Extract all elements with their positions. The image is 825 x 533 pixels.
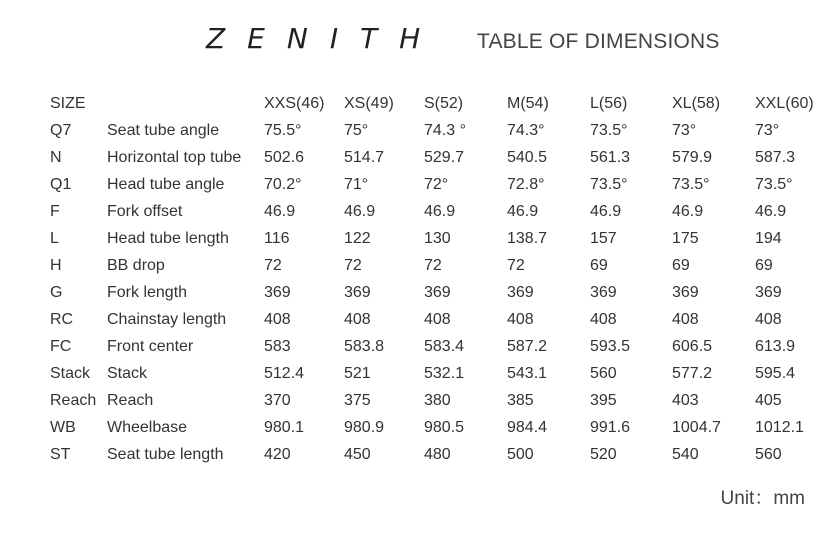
- table-cell: 587.2: [507, 337, 548, 355]
- row-code: N: [50, 148, 62, 166]
- row-label: Fork length: [107, 283, 188, 301]
- row-code: F: [50, 202, 60, 220]
- column-header: XXS(46): [264, 94, 325, 112]
- table-row: [50, 279, 815, 306]
- table-cell: 46.9: [264, 202, 296, 220]
- table-cell: 405: [755, 391, 782, 409]
- row-label: Stack: [107, 364, 148, 382]
- table-cell: 500: [507, 445, 534, 463]
- table-cell: 408: [344, 310, 371, 328]
- column-header: XS(49): [344, 94, 394, 112]
- table-cell: 984.4: [507, 418, 548, 436]
- table-cell: 560: [755, 445, 782, 463]
- table-cell: 369: [264, 283, 291, 301]
- table-row: [50, 333, 815, 360]
- table-cell: 420: [264, 445, 291, 463]
- table-cell: 529.7: [424, 148, 465, 166]
- table-cell: 72: [344, 256, 362, 274]
- table-cell: 46.9: [590, 202, 622, 220]
- table-row: [50, 441, 815, 468]
- row-code: ST: [50, 445, 71, 463]
- row-label: Seat tube length: [107, 445, 224, 463]
- table-row: [50, 198, 815, 225]
- table-cell: 385: [507, 391, 534, 409]
- table-cell: 380: [424, 391, 451, 409]
- table-cell: 138.7: [507, 229, 548, 247]
- table-cell: 69: [672, 256, 690, 274]
- table-cell: 194: [755, 229, 782, 247]
- table-cell: 72: [507, 256, 525, 274]
- table-cell: 613.9: [755, 337, 796, 355]
- table-cell: 408: [424, 310, 451, 328]
- table-cell: 450: [344, 445, 371, 463]
- table-cell: 980.9: [344, 418, 385, 436]
- table-row: [50, 414, 815, 441]
- row-code: FC: [50, 337, 72, 355]
- table-cell: 408: [264, 310, 291, 328]
- table-cell: 579.9: [672, 148, 713, 166]
- column-header: S(52): [424, 94, 464, 112]
- table-cell: 72: [424, 256, 442, 274]
- table-cell: 395: [590, 391, 617, 409]
- table-cell: 46.9: [344, 202, 376, 220]
- table-cell: 560: [590, 364, 617, 382]
- table-cell: 561.3: [590, 148, 631, 166]
- table-cell: 583.4: [424, 337, 465, 355]
- row-label: Head tube angle: [107, 175, 225, 193]
- table-cell: 73°: [672, 121, 697, 139]
- table-cell: 122: [344, 229, 371, 247]
- table-cell: 72.8°: [507, 175, 545, 193]
- table-cell: 1012.1: [755, 418, 804, 436]
- table-cell: 73.5°: [590, 121, 628, 139]
- brand-logo: ZENITH: [206, 22, 443, 55]
- table-cell: 514.7: [344, 148, 385, 166]
- table-cell: 69: [590, 256, 608, 274]
- column-header: [107, 90, 264, 117]
- table-cell: 71°: [344, 175, 369, 193]
- column-header: SIZE: [50, 94, 86, 112]
- row-code: WB: [50, 418, 76, 436]
- table-cell: 408: [672, 310, 699, 328]
- table-cell: 532.1: [424, 364, 465, 382]
- table-cell: 46.9: [507, 202, 539, 220]
- table-cell: 606.5: [672, 337, 713, 355]
- table-cell: 587.3: [755, 148, 796, 166]
- page-header: [0, 22, 825, 62]
- row-label: Reach: [107, 391, 154, 409]
- row-label: Front center: [107, 337, 194, 355]
- table-cell: 980.5: [424, 418, 465, 436]
- row-code: Q7: [50, 121, 72, 139]
- column-header: M(54): [507, 94, 549, 112]
- table-cell: 403: [672, 391, 699, 409]
- table-cell: 74.3°: [507, 121, 545, 139]
- table-cell: 74.3 °: [424, 121, 466, 139]
- table-cell: 175: [672, 229, 699, 247]
- table-cell: 583: [264, 337, 291, 355]
- table-cell: 595.4: [755, 364, 796, 382]
- table-cell: 75°: [344, 121, 369, 139]
- row-label: Wheelbase: [107, 418, 188, 436]
- table-cell: 73.5°: [590, 175, 628, 193]
- table-cell: 375: [344, 391, 371, 409]
- row-code: Reach: [50, 391, 97, 409]
- table-cell: 369: [672, 283, 699, 301]
- column-header: L(56): [590, 94, 628, 112]
- table-cell: 72°: [424, 175, 449, 193]
- table-cell: 480: [424, 445, 451, 463]
- row-label: Chainstay length: [107, 310, 227, 328]
- table-cell: 408: [507, 310, 534, 328]
- row-code: Stack: [50, 364, 91, 382]
- table-cell: 69: [755, 256, 773, 274]
- table-cell: 583.8: [344, 337, 385, 355]
- table-header-row: [50, 90, 815, 117]
- column-header: XXL(60): [755, 94, 814, 112]
- table-cell: 512.4: [264, 364, 305, 382]
- table-cell: 46.9: [672, 202, 704, 220]
- table-cell: 369: [507, 283, 534, 301]
- table-cell: 577.2: [672, 364, 713, 382]
- table-row: [50, 306, 815, 333]
- table-row: [50, 117, 815, 144]
- table-cell: 130: [424, 229, 451, 247]
- dimensions-table: [50, 90, 815, 468]
- table-cell: 116: [264, 229, 290, 247]
- table-cell: 521: [344, 364, 371, 382]
- table-cell: 991.6: [590, 418, 631, 436]
- table-cell: 73.5°: [755, 175, 793, 193]
- table-cell: 46.9: [755, 202, 787, 220]
- row-label: Horizontal top tube: [107, 148, 242, 166]
- row-label: Seat tube angle: [107, 121, 220, 139]
- table-cell: 520: [590, 445, 617, 463]
- table-cell: 46.9: [424, 202, 456, 220]
- column-header: XL(58): [672, 94, 721, 112]
- row-label: Head tube length: [107, 229, 229, 247]
- table-cell: 369: [590, 283, 617, 301]
- table-cell: 540: [672, 445, 699, 463]
- row-label: Fork offset: [107, 202, 183, 220]
- table-cell: 157: [590, 229, 617, 247]
- table-cell: 408: [755, 310, 782, 328]
- row-code: H: [50, 256, 62, 274]
- table-cell: 370: [264, 391, 291, 409]
- row-code: RC: [50, 310, 74, 328]
- row-code: G: [50, 283, 63, 301]
- page-title: TABLE OF DIMENSIONS: [477, 30, 720, 53]
- table-body: [50, 117, 815, 468]
- table-cell: 980.1: [264, 418, 305, 436]
- table-cell: 73.5°: [672, 175, 710, 193]
- table-cell: 540.5: [507, 148, 548, 166]
- table-cell: 543.1: [507, 364, 548, 382]
- table-row: [50, 225, 815, 252]
- row-code: Q1: [50, 175, 72, 193]
- table-row: [50, 387, 815, 414]
- table-cell: 502.6: [264, 148, 305, 166]
- table-cell: 73°: [755, 121, 780, 139]
- table-cell: 70.2°: [264, 175, 302, 193]
- row-code: L: [50, 229, 59, 247]
- table-cell: 369: [344, 283, 371, 301]
- table-cell: 408: [590, 310, 617, 328]
- table-cell: 1004.7: [672, 418, 721, 436]
- table-row: [50, 144, 815, 171]
- table-cell: 369: [424, 283, 451, 301]
- table-row: [50, 171, 815, 198]
- table-row: [50, 252, 815, 279]
- unit-label: Unit：mm: [720, 488, 805, 509]
- table-cell: 369: [755, 283, 782, 301]
- table-cell: 72: [264, 256, 282, 274]
- table-cell: 75.5°: [264, 121, 302, 139]
- row-label: BB drop: [107, 256, 165, 274]
- table-row: [50, 360, 815, 387]
- table-cell: 593.5: [590, 337, 631, 355]
